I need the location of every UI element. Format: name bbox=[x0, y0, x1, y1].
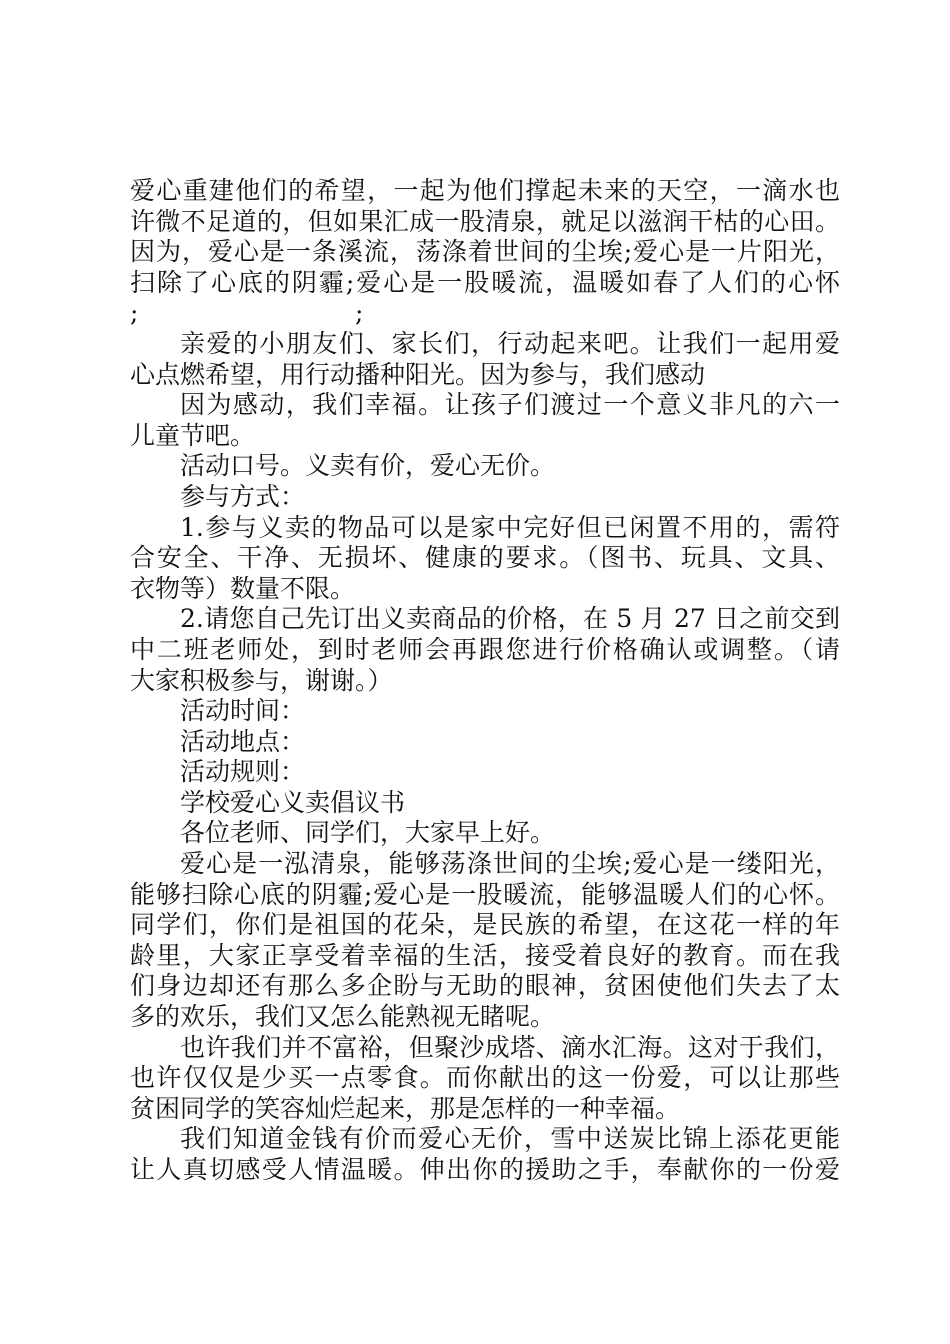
text-line: 爱心是一泓清泉，能够荡涤世间的尘埃;爱心是一缕阳光， bbox=[180, 849, 840, 879]
text-line: 活动规则： bbox=[180, 757, 306, 787]
document-page bbox=[130, 176, 840, 1186]
text-line: 儿童节吧。 bbox=[130, 420, 256, 450]
text-line: 合安全、干净、无损坏、健康的要求。（图书、玩具、文具、 bbox=[130, 543, 840, 573]
text-line: 活动时间： bbox=[180, 696, 306, 726]
text-line: 中二班老师处，到时老师会再跟您进行价格确认或调整。（请 bbox=[130, 634, 840, 664]
text-line: 扫除了心底的阴霾;爱心是一股暖流，温暖如春了人们的心怀 bbox=[130, 267, 840, 297]
text-line: 2.请您自己先订出义卖商品的价格，在 5 月 27 日之前交到 bbox=[180, 604, 840, 634]
text-line: 亲爱的小朋友们、家长们，行动起来吧。让我们一起用爱 bbox=[180, 328, 840, 358]
text-line: 衣物等）数量不限。 bbox=[130, 573, 356, 603]
text-line: 贫困同学的笑容灿烂起来，那是怎样的一种幸福。 bbox=[130, 1093, 681, 1123]
text-line: 参与方式： bbox=[180, 481, 306, 511]
text-line: 活动口号。义卖有价，爱心无价。 bbox=[180, 451, 556, 481]
semicolon-a: ; bbox=[130, 298, 139, 328]
text-line: 爱心重建他们的希望，一起为他们撑起未来的天空，一滴水也 bbox=[130, 176, 840, 205]
text-line: 我们知道金钱有价而爱心无价，雪中送炭比锦上添花更能 bbox=[180, 1124, 840, 1154]
text-line: 能够扫除心底的阴霾;爱心是一股暖流，能够温暖人们的心怀。 bbox=[130, 879, 840, 909]
text-line: 活动地点： bbox=[180, 726, 306, 756]
text-line: 许微不足道的，但如果汇成一股清泉，就足以滋润干枯的心田。 bbox=[130, 206, 840, 236]
text-line: 多的欢乐，我们又怎么能熟视无睹呢。 bbox=[130, 1002, 556, 1032]
text-line: 因为，爱心是一条溪流，荡涤着世间的尘埃;爱心是一片阳光， bbox=[130, 237, 840, 267]
text-line: 各位老师、同学们，大家早上好。 bbox=[180, 818, 556, 848]
text-line: 心点燃希望，用行动播种阳光。因为参与，我们感动 bbox=[130, 359, 706, 389]
text-line: 们身边却还有那么多企盼与无助的眼神，贫困使他们失去了太 bbox=[130, 971, 840, 1001]
text-line: 也许我们并不富裕，但聚沙成塔、滴水汇海。这对于我们， bbox=[180, 1032, 840, 1062]
paragraph-block-1 bbox=[130, 176, 840, 298]
text-line: 同学们，你们是祖国的花朵，是民族的希望，在这花一样的年 bbox=[130, 910, 840, 940]
paragraph-block-2 bbox=[130, 329, 840, 1186]
text-line: 大家积极参与，谢谢。） bbox=[130, 665, 393, 695]
text-line: 因为感动，我们幸福。让孩子们渡过一个意义非凡的六一 bbox=[180, 390, 840, 420]
text-line: 学校爱心义卖倡议书 bbox=[180, 787, 406, 817]
text-line: 1.参与义卖的物品可以是家中完好但已闲置不用的，需符 bbox=[180, 512, 840, 542]
text-line: 也许仅仅是少买一点零食。而你献出的这一份爱，可以让那些 bbox=[130, 1063, 840, 1093]
text-line: 让人真切感受人情温暖。伸出你的援助之手，奉献你的一份爱 bbox=[130, 1155, 840, 1184]
text-line: 龄里，大家正享受着幸福的生活，接受着良好的教育。而在我 bbox=[130, 940, 840, 970]
semicolon-b: ; bbox=[355, 298, 364, 328]
semicolon-row bbox=[130, 298, 840, 329]
